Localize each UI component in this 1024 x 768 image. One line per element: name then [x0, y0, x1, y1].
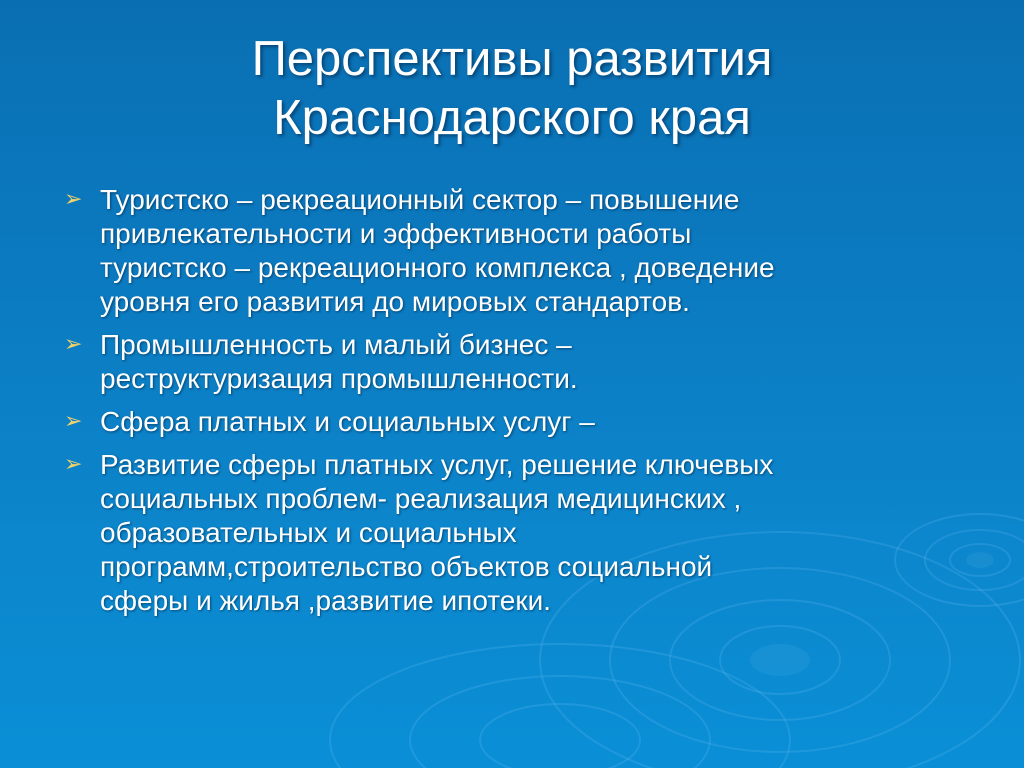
bullet-text [100, 405, 960, 439]
bullet-line: Промышленность и малый бизнес – [100, 329, 572, 360]
bullet-list [60, 183, 960, 627]
bullet-line: социальных проблем- реализация медицинских , [100, 483, 742, 514]
bullet-text [100, 183, 960, 319]
arrow-bullet-icon: ➢ [64, 452, 83, 477]
bullet-line: привлекательности и эффективности работы [100, 218, 692, 249]
bullet-line: Туристско – рекреационный сектор – повышение [100, 184, 740, 215]
bullet-line: Развитие сферы платных услуг, решение ключевых [100, 449, 774, 480]
bullet-item [60, 448, 960, 618]
arrow-bullet-icon: ➢ [64, 187, 83, 212]
bullet-line: Сфера платных и социальных услуг – [100, 406, 595, 437]
arrow-bullet-icon: ➢ [64, 332, 83, 357]
bullet-text [100, 448, 960, 618]
bullet-item [60, 405, 960, 439]
bullet-text [100, 328, 960, 396]
slide-title-line: Краснодарского края [273, 91, 751, 145]
bullet-line: уровня его развития до мировых стандартов. [100, 286, 690, 317]
bullet-line: реструктуризация промышленности. [100, 363, 578, 394]
bullet-line: программ,строительство объектов социальной [100, 551, 713, 582]
bullet-item [60, 183, 960, 319]
slide-title-line: Перспективы развития [251, 32, 773, 86]
arrow-bullet-icon: ➢ [64, 409, 83, 434]
bullet-line: образовательных и социальных [100, 517, 517, 548]
slide-title [60, 30, 964, 148]
bullet-line: сферы и жилья ,развитие ипотеки. [100, 585, 552, 616]
bullet-line: туристско – рекреационного комплекса , доведение [100, 252, 775, 283]
bullet-item [60, 328, 960, 396]
